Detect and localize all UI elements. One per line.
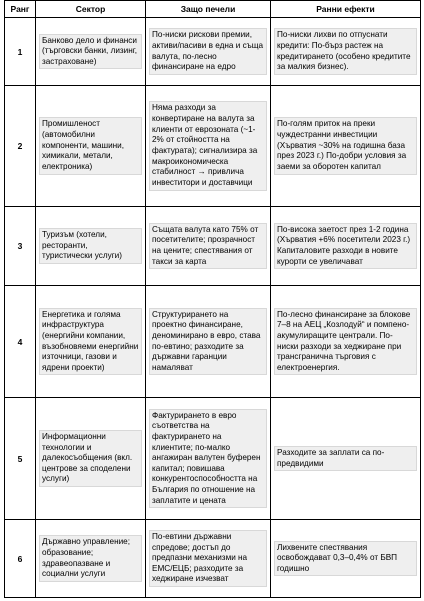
effects-cell: По-лесно финансиране за блокове 7–8 на АЕЦ „Козлодуй“ и помпено-акумулиращите централи. По-ниски разходи за хеджиране при трансгранична търговия с електроенергия. xyxy=(271,286,421,398)
table-row xyxy=(5,398,421,520)
sector-cell: Държавно управление; образование; здравеопазване и социални услуги xyxy=(36,520,146,598)
why-cell: Същата валута като 75% от посетителите; прозрачност на цените; спестявания от такси за карта xyxy=(146,207,271,286)
why-cell: По-евтини държавни спредове; достъп до предпазни механизми на ЕМС/ЕЦБ; разходите за хеджиране изчезват xyxy=(146,520,271,598)
table-row xyxy=(5,286,421,398)
header-why: Защо печели xyxy=(146,1,271,18)
rank-cell: 5 xyxy=(5,398,36,520)
effects-cell: По-голям приток на преки чуждестранни инвестиции (Хърватия ~30% на годишна база през 2023 г.) По-добри условия за заеми за оборотен капитал xyxy=(271,86,421,207)
header-rank: Ранг xyxy=(5,1,36,18)
sector-cell: Промишленост (автомобилни компоненти, машини, химикали, метали, електроника) xyxy=(36,86,146,207)
why-cell: По-ниски рискови премии, активи/пасиви в една и съща валута, по-лесно финансиране на едро xyxy=(146,18,271,86)
header-effects: Ранни ефекти xyxy=(271,1,421,18)
why-cell: Структурирането на проектно финансиране, деноминирано в евро, става по-евтино; разходите за държавни гаранции намаляват xyxy=(146,286,271,398)
sector-cell: Информационни технологии и далекосъобщения (вкл. центрове за споделени услуги) xyxy=(36,398,146,520)
effects-cell: Лихвените спестявания освобождават 0,3–0,4% от БВП годишно xyxy=(271,520,421,598)
header-sector: Сектор xyxy=(36,1,146,18)
sector-table-document xyxy=(4,0,420,598)
sector-cell: Банково дело и финанси (търговски банки, лизинг, застраховане) xyxy=(36,18,146,86)
table-row xyxy=(5,86,421,207)
rank-cell: 6 xyxy=(5,520,36,598)
rank-cell: 3 xyxy=(5,207,36,286)
table-row xyxy=(5,18,421,86)
effects-cell: По-ниски лихви по отпуснати кредити: По-бърз растеж на кредитирането (особено кредитите за малкия бизнес). xyxy=(271,18,421,86)
sector-benefits-table xyxy=(4,0,421,598)
effects-cell: По-висока заетост през 1-2 година (Хърватия +6% посетители 2023 г.) Капиталовите разходи в новите курорти се увеличават xyxy=(271,207,421,286)
rank-cell: 2 xyxy=(5,86,36,207)
rank-cell: 4 xyxy=(5,286,36,398)
sector-cell: Туризъм (хотели, ресторанти, туристически услуги) xyxy=(36,207,146,286)
why-cell: Фактурирането в евро съответства на фактурирането на клиентите; по-малко ангажиран валутен буферен капитал; повишава конкурентоспособността на България по отношение на заплатите и цената xyxy=(146,398,271,520)
rank-cell: 1 xyxy=(5,18,36,86)
table-row xyxy=(5,520,421,598)
effects-cell: Разходите за заплати са по-предвидими xyxy=(271,398,421,520)
sector-cell: Енергетика и голяма инфраструктура (енергийни компании, възобновяеми енергийни източници, газови и ядрени проекти) xyxy=(36,286,146,398)
why-cell: Няма разходи за конвертиране на валута за клиенти от еврозоната (~1-2% от стойността на фактурата); сигнализира за макроикономическа стабилност → привлича инвеститори и доставчици xyxy=(146,86,271,207)
table-header-row xyxy=(5,1,421,18)
table-row xyxy=(5,207,421,286)
